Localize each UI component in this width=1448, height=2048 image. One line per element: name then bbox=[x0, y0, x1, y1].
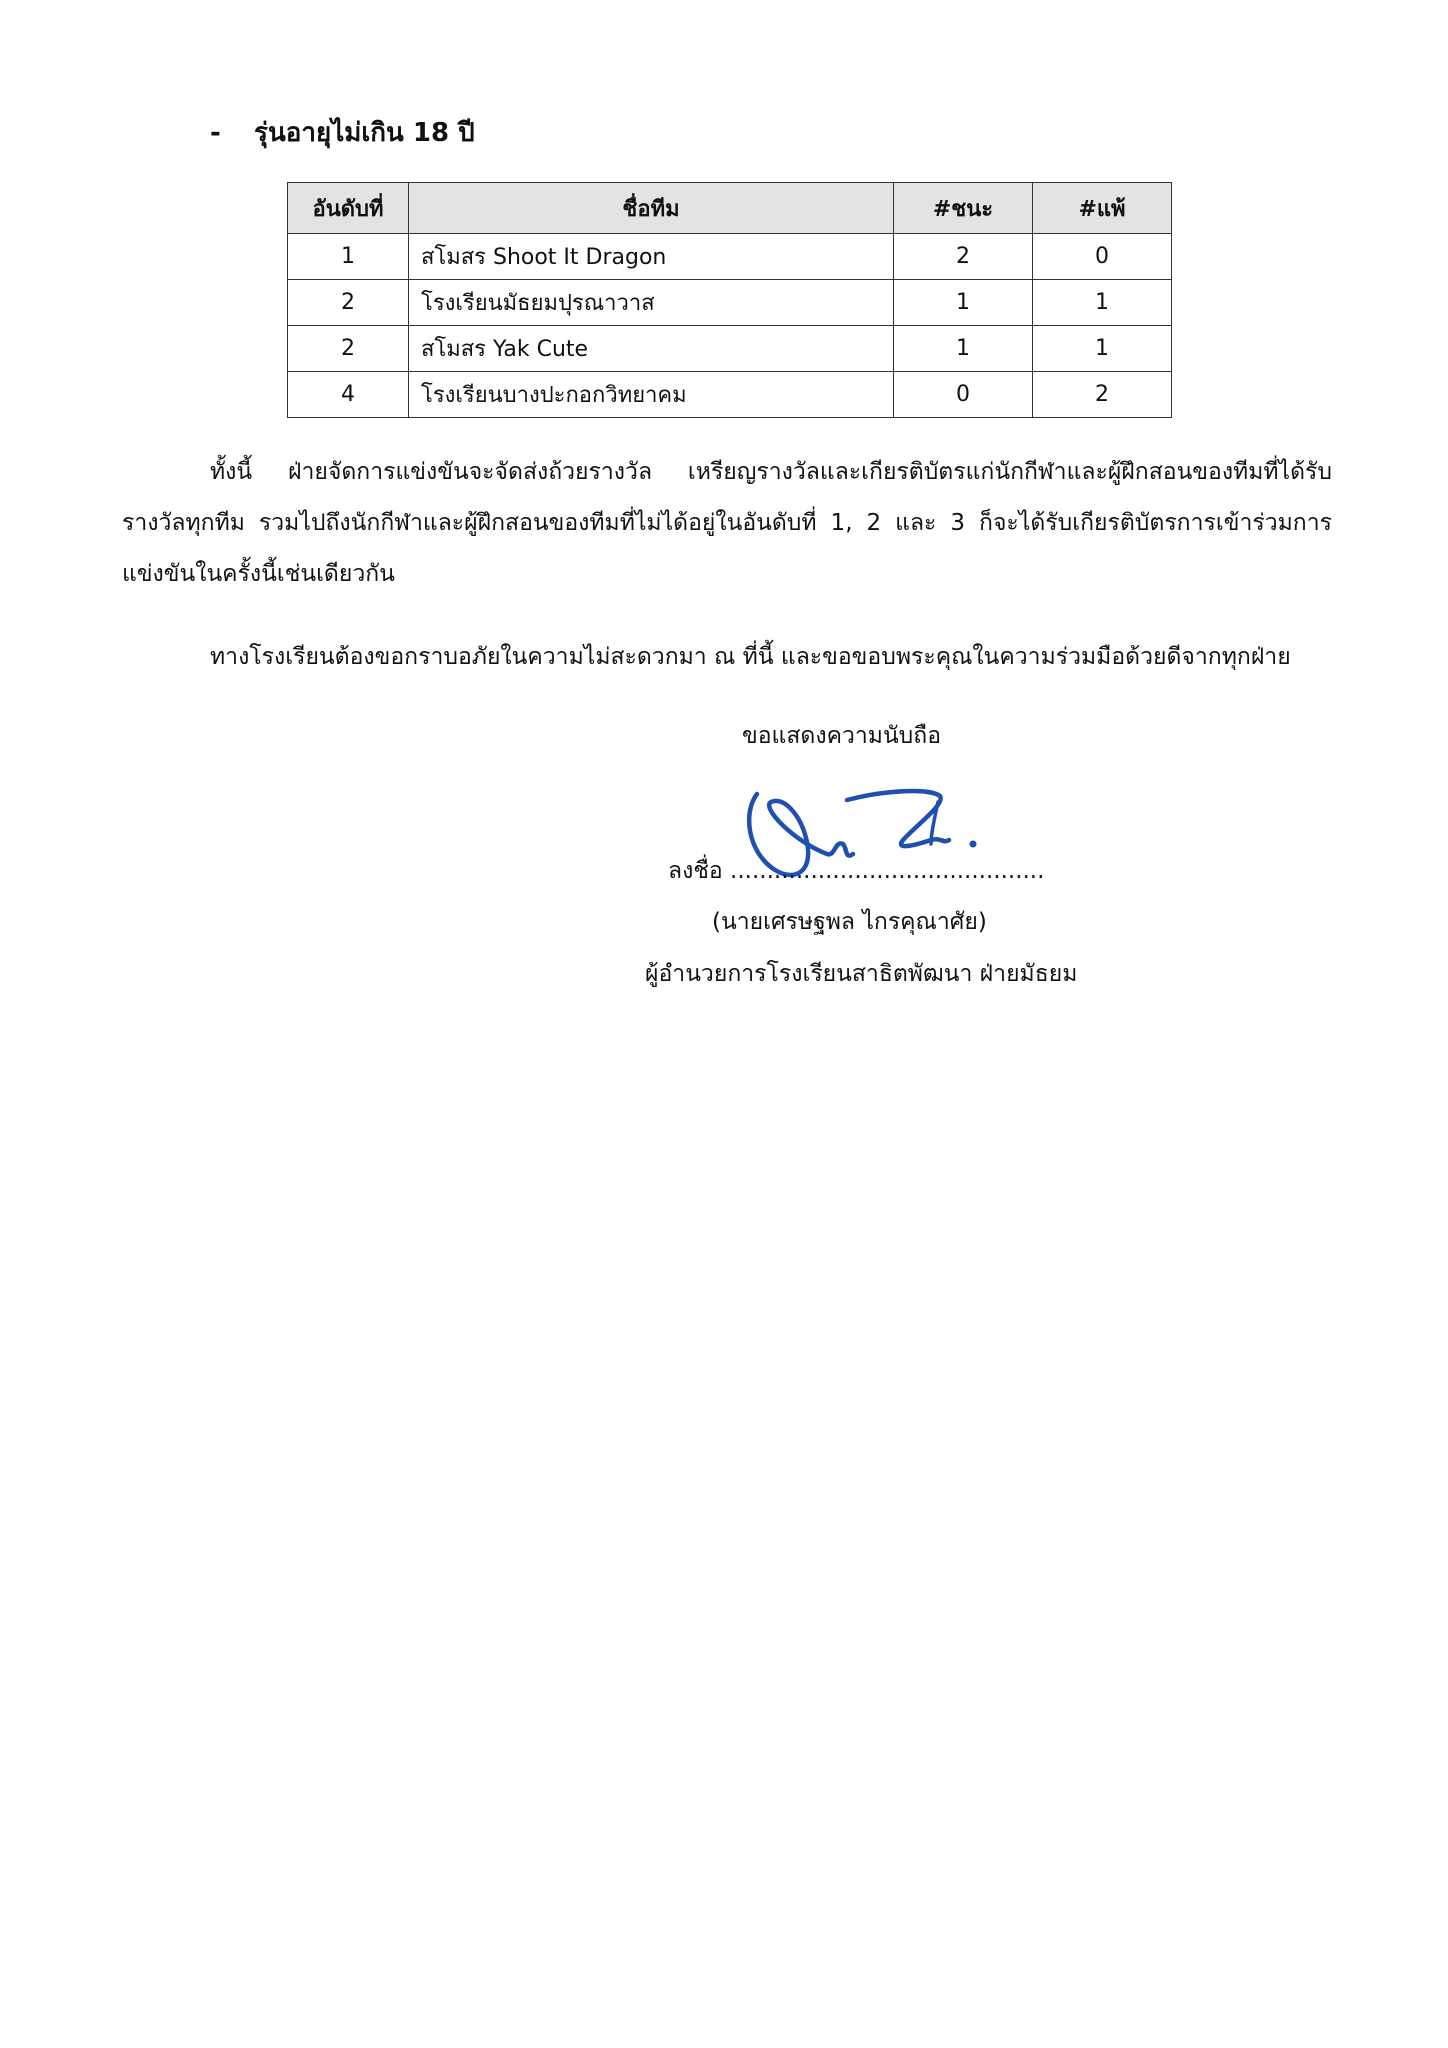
table-row bbox=[288, 372, 1172, 418]
signer-name: (นายเศรษฐพล ไกรคุณาศัย) bbox=[712, 909, 987, 935]
header-wins: #ชนะ bbox=[894, 183, 1033, 234]
table-row bbox=[288, 280, 1172, 326]
cell-team: สโมสร Yak Cute bbox=[409, 326, 894, 372]
cell-losses: 2 bbox=[1033, 372, 1172, 418]
table-header-row bbox=[288, 183, 1172, 234]
cell-losses: 0 bbox=[1033, 234, 1172, 280]
cell-rank: 2 bbox=[288, 326, 409, 372]
closing-salutation: ขอแสดงความนับถือ bbox=[742, 723, 942, 749]
cell-wins: 1 bbox=[894, 326, 1033, 372]
results-table bbox=[287, 182, 1172, 418]
body-paragraph-awards bbox=[122, 447, 1332, 600]
header-rank: อันดับที่ bbox=[288, 183, 409, 234]
signature-line: ลงชื่อ ........................................... bbox=[668, 858, 1045, 884]
cell-rank: 2 bbox=[288, 280, 409, 326]
cell-losses: 1 bbox=[1033, 326, 1172, 372]
cell-wins: 2 bbox=[894, 234, 1033, 280]
signer-title: ผู้อำนวยการโรงเรียนสาธิตพัฒนา ฝ่ายมัธยม bbox=[645, 961, 1078, 987]
header-losses: #แพ้ bbox=[1033, 183, 1172, 234]
cell-rank: 4 bbox=[288, 372, 409, 418]
cell-rank: 1 bbox=[288, 234, 409, 280]
section-title: รุ่นอายุไม่เกิน 18 ปี bbox=[254, 118, 475, 148]
cell-team: โรงเรียนมัธยมปุรณาวาส bbox=[409, 280, 894, 326]
paragraph-awards-text: ทั้งนี้ ฝ่ายจัดการแข่งขันจะจัดส่งถ้วยรางวัล เหรียญรางวัลและเกียรติบัตรแก่นักกีฬาและผู้ฝึกสอนของทีมที่ได้รับรางวัลทุกทีม รวมไปถึงนักกีฬาและผู้ฝึกสอนของทีมที่ไม่ได้อยู่ในอันดับที่ 1, 2 และ 3 ก็จะได้รับเกียรติบัตรการเข้าร่วมการแข่งขันในครั้งนี้เช่นเดียวกัน bbox=[122, 459, 1332, 587]
header-team: ชื่อทีม bbox=[409, 183, 894, 234]
cell-wins: 0 bbox=[894, 372, 1033, 418]
cell-wins: 1 bbox=[894, 280, 1033, 326]
table-row bbox=[288, 326, 1172, 372]
cell-team: โรงเรียนบางปะกอกวิทยาคม bbox=[409, 372, 894, 418]
cell-losses: 1 bbox=[1033, 280, 1172, 326]
table-row bbox=[288, 234, 1172, 280]
section-heading bbox=[210, 112, 475, 153]
body-paragraph-apology: ทางโรงเรียนต้องขอกราบอภัยในความไม่สะดวกมา ณ ที่นี้ และขอขอบพระคุณในความร่วมมือด้วยดีจากทุกฝ่าย bbox=[210, 644, 1291, 670]
cell-team: สโมสร Shoot It Dragon bbox=[409, 234, 894, 280]
bullet-dash: - bbox=[210, 118, 221, 148]
